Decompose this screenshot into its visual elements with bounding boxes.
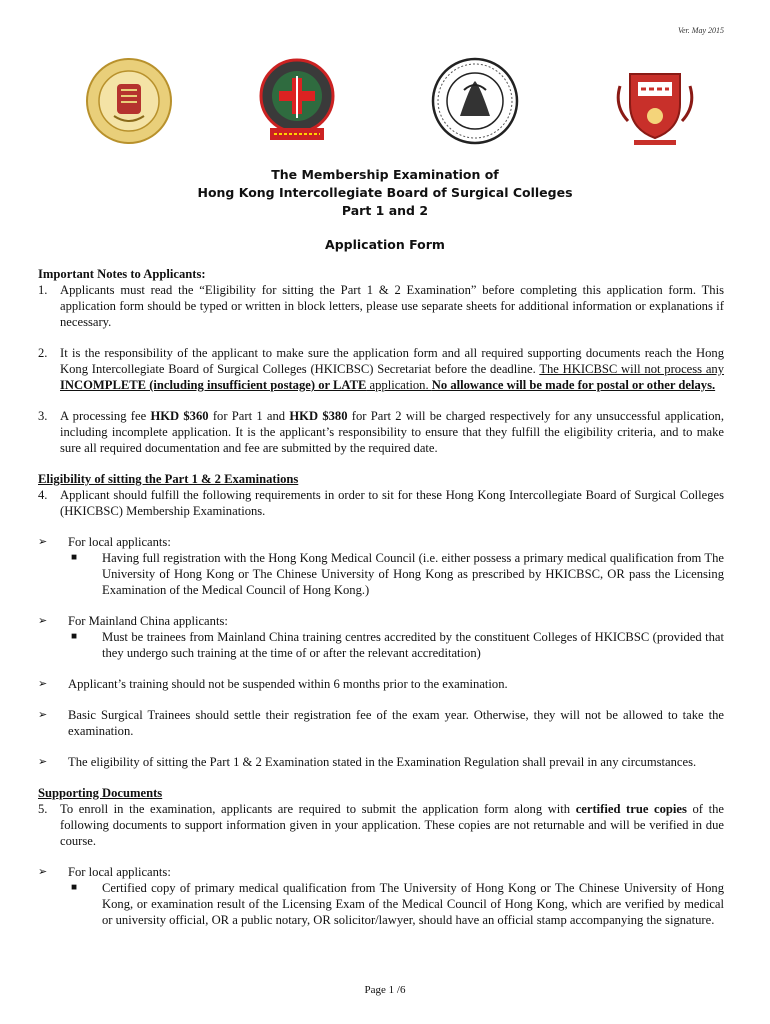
bullet-training-suspension: ➢ Applicant’s training should not be suspended within 6 months prior to the examination. <box>38 677 508 691</box>
bullet-regulation-prevail: ➢ The eligibility of sitting the Part 1 & 2 Examination stated in the Examination Regulation shall prevail in any circumstances. <box>38 755 697 769</box>
bullet-registration-fee: ➢ Basic Surgical Trainees should settle their registration fee of the exam year. Otherwise, they will not be allowed to take the examination. <box>38 708 724 738</box>
eligibility-heading: Eligibility of sitting the Part 1 & 2 Examinations <box>38 472 299 486</box>
college-of-surgeons-seal-icon <box>84 56 174 146</box>
application-form-title: Application Form <box>325 237 445 252</box>
supporting-local-item: ■ Certified copy of primary medical qualification from The University of Hong Kong or The Chinese University of Hong Kong, or examination result of the Licensing Exam of the Medical Council of Hong Kong, which are verified by medical or university official, OR a public notary, OR solicitor/lawyer, should have an official stamp accompanying the signature. <box>38 880 724 928</box>
note-3 <box>38 408 724 456</box>
exam-title-line3: Part 1 and 2 <box>341 203 429 218</box>
eligibility-intro: 4. Applicant should fulfill the following requirements in order to sit for these Hong Kong Intercollegiate Board of Surgical Colleges (HKICBSC) Membership Examinations. <box>38 488 724 518</box>
arrow-bullet-icon: ➢ <box>38 709 48 721</box>
college-of-emergency-medicine-crest-icon <box>252 56 342 146</box>
arrow-bullet-icon: ➢ <box>38 536 48 548</box>
exam-title-line1: The Membership Examination of <box>271 167 499 182</box>
square-bullet-icon: ■ <box>71 882 78 893</box>
title-block <box>0 166 770 254</box>
note-text: It is the responsibility of the applicant to make sure the application form and all required supporting documents reach the Hong Kong Intercollegiate Board of Surgical Colleges (HKICBSC) Secretariat before the deadline. The HKICBSC will not process any INCOMPLETE (including insufficient postage) or LATE application. No allowance will be made for postal or other delays. <box>60 346 725 392</box>
note-2 <box>38 345 724 393</box>
square-bullet-icon: ■ <box>71 631 78 642</box>
bullet-supporting-local: ➢ For local applicants: <box>38 865 171 879</box>
ent-college-crest-icon <box>610 56 700 146</box>
college-of-orthopaedic-surgeons-seal-icon <box>430 56 520 146</box>
supporting-intro: 5. To enroll in the examination, applicants are required to submit the application form along with certified true copies of the following documents to support information given in your application. These copies are not returnable and will be verified in due course. <box>38 802 724 848</box>
arrow-bullet-icon: ➢ <box>38 866 48 878</box>
note-number: 1. <box>38 283 48 297</box>
local-requirement: ■ Having full registration with the Hong Kong Medical Council (i.e. either possess a primary medical qualification from The University of Hong Kong or The Chinese University of Hong Kong as prescribed by HKICBSC, OR pass the Licensing Examination of the Medical Council of Hong Kong.) <box>38 550 724 598</box>
document-body <box>38 266 724 928</box>
exam-title-line2: Hong Kong Intercollegiate Board of Surgical Colleges <box>197 185 573 200</box>
arrow-bullet-icon: ➢ <box>38 756 48 768</box>
note-text: Applicants must read the “Eligibility for sitting the Part 1 & 2 Examination” before completing this application form. This application form should be typed or written in block letters, please use separate sheets for additional information or explanations if necessary. <box>60 283 724 329</box>
version-label: Ver. May 2015 <box>678 26 724 35</box>
college-logos <box>84 56 704 146</box>
square-bullet-icon: ■ <box>71 552 78 563</box>
bullet-mainland-applicants: ➢ For Mainland China applicants: <box>38 614 228 628</box>
note-number: 2. <box>38 346 48 360</box>
page-number: Page 1 /6 <box>364 984 406 996</box>
arrow-bullet-icon: ➢ <box>38 678 48 690</box>
bullet-local-applicants: ➢ For local applicants: <box>38 535 171 549</box>
arrow-bullet-icon: ➢ <box>38 615 48 627</box>
mainland-requirement: ■ Must be trainees from Mainland China training centres accredited by the constituent Colleges of HKICBSC (provided that they undergo such training at the time of or after the relevant accreditation) <box>38 629 724 661</box>
notes-heading: Important Notes to Applicants: <box>38 267 206 281</box>
note-1 <box>38 282 724 330</box>
note-number: 3. <box>38 409 48 423</box>
supporting-documents-heading: Supporting Documents <box>38 786 163 800</box>
note-text: A processing fee HKD $360 for Part 1 and HKD $380 for Part 2 will be charged respectively for any unsuccessful application, including incomplete application. It is the applicant’s responsibility to ensure that they fulfill the eligibility criteria, and to make sure all required documentation and fee are submitted by the required date. <box>60 409 724 455</box>
